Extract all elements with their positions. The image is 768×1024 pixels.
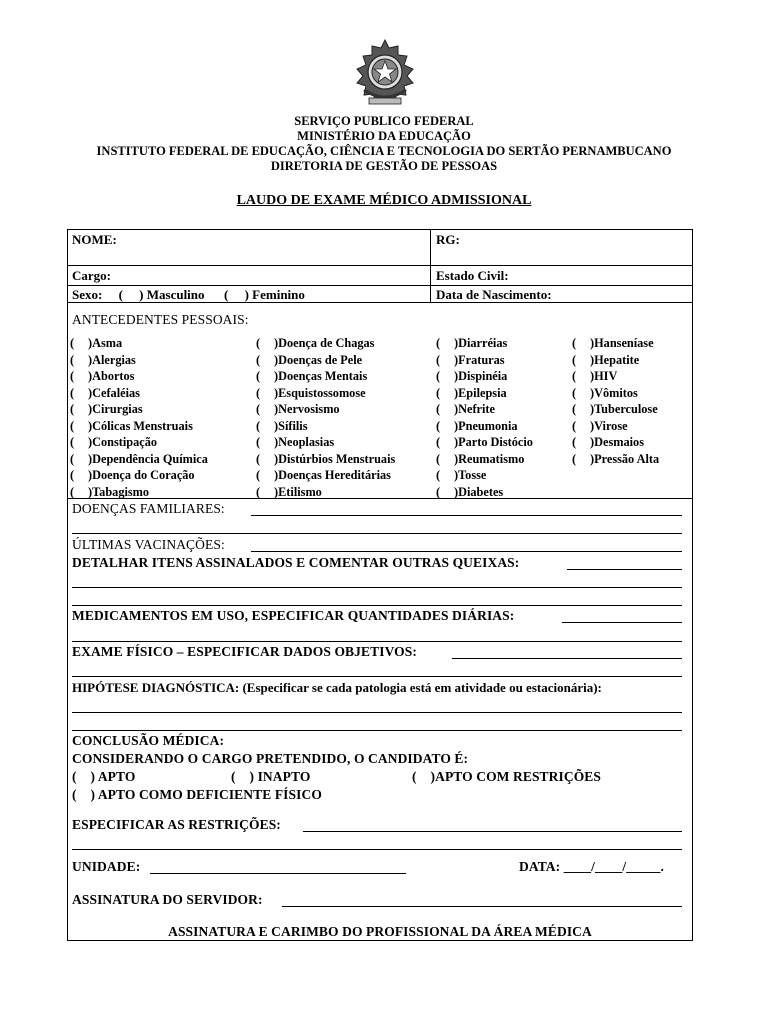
unidade-line[interactable] xyxy=(150,873,406,874)
antecedente-label: Vômitos xyxy=(594,385,638,400)
antecedente-item[interactable] xyxy=(572,434,659,451)
checkbox-close: ) xyxy=(454,352,459,367)
antecedente-item[interactable] xyxy=(256,385,395,402)
antecedente-item[interactable] xyxy=(70,451,208,468)
checkbox-close: ) xyxy=(590,451,595,466)
especificar-restricoes-label: ESPECIFICAR AS RESTRIÇÕES: xyxy=(72,817,281,832)
cargo-field[interactable]: Cargo: xyxy=(72,268,111,283)
medicamentos-label: MEDICAMENTOS EM USO, ESPECIFICAR QUANTIDADES DIÁRIAS: xyxy=(72,608,515,623)
antecedente-label: Diarréias xyxy=(458,336,508,350)
exame-fisico-line-2[interactable] xyxy=(72,676,682,677)
checkbox[interactable]: ( xyxy=(572,402,577,416)
antecedente-item[interactable] xyxy=(256,467,395,484)
checkbox[interactable]: ( xyxy=(70,484,75,499)
checkbox-close: ) xyxy=(88,352,93,367)
antecedentes-label: ANTECEDENTES PESSOAIS: xyxy=(72,312,249,327)
checkbox[interactable]: ( xyxy=(436,336,441,350)
antecedente-item[interactable] xyxy=(256,484,395,501)
document-title xyxy=(0,193,768,209)
checkbox[interactable]: ( xyxy=(70,451,75,466)
checkbox-close: ) xyxy=(454,484,459,499)
checkbox-close: ) xyxy=(274,352,279,367)
antecedente-label: Hanseníase xyxy=(594,336,654,350)
doencas-familiares-line-2[interactable] xyxy=(72,533,682,534)
antecedentes-column-4 xyxy=(572,335,659,467)
checkbox[interactable]: ( xyxy=(256,451,261,466)
nome-field[interactable]: NOME: xyxy=(72,232,117,247)
header-line-institute: INSTITUTO FEDERAL DE EDUCAÇÃO, CIÊNCIA E TECNOLOGIA DO SERTÃO PERNAMBUCANO xyxy=(96,144,672,158)
antecedente-label: Distúrbios Menstruais xyxy=(278,451,396,466)
hipotese-line[interactable] xyxy=(72,712,682,713)
antecedente-label: Fraturas xyxy=(458,352,505,367)
checkbox[interactable]: ( xyxy=(436,402,441,416)
checkbox-close: ) xyxy=(454,385,459,400)
checkbox[interactable]: ( xyxy=(436,468,441,482)
checkbox[interactable]: ( xyxy=(572,435,577,449)
checkbox[interactable]: ( xyxy=(572,352,577,367)
hipotese-line-2[interactable] xyxy=(72,730,682,731)
checkbox-close: ) xyxy=(88,402,93,416)
checkbox[interactable]: ( xyxy=(436,369,441,383)
checkbox-close: ) xyxy=(590,352,595,367)
row-divider xyxy=(67,285,693,286)
checkbox[interactable]: ( xyxy=(256,418,261,433)
header-line-ministry: MINISTÉRIO DA EDUCAÇÃO xyxy=(297,129,471,143)
antecedente-label: Doenças de Pele xyxy=(278,352,363,367)
row-divider xyxy=(67,265,693,266)
checkbox-close: ) xyxy=(590,369,595,383)
checkbox-close: ) xyxy=(454,435,459,449)
ultimas-vacinacoes-label: ÚLTIMAS VACINAÇÕES: xyxy=(72,537,225,552)
checkbox-close: ) xyxy=(274,385,279,400)
checkbox-close: ) xyxy=(274,369,279,383)
checkbox[interactable]: ( xyxy=(70,385,75,400)
antecedente-item[interactable] xyxy=(436,418,533,435)
rg-field[interactable]: RG: xyxy=(436,232,460,247)
checkbox-close: ) xyxy=(454,418,459,433)
checkbox[interactable]: ( xyxy=(70,369,75,383)
antecedente-label: Nervosismo xyxy=(278,402,340,416)
antecedente-item[interactable] xyxy=(436,385,533,402)
antecedente-item[interactable] xyxy=(70,352,208,369)
assinatura-servidor-line[interactable] xyxy=(282,906,682,907)
antecedente-item[interactable] xyxy=(70,368,208,385)
medicamentos-line-2[interactable] xyxy=(72,641,682,642)
checkbox-close: ) xyxy=(454,369,459,383)
antecedente-label: Doença de Chagas xyxy=(278,336,375,350)
antecedentes-column-1 xyxy=(70,335,208,500)
checkbox[interactable]: ( xyxy=(256,435,261,449)
checkbox[interactable]: ( xyxy=(436,385,441,400)
data-nascimento-field[interactable]: Data de Nascimento: xyxy=(436,287,552,302)
checkbox-close: ) xyxy=(454,468,459,482)
checkbox-close: ) xyxy=(274,418,279,433)
checkbox-close: ) xyxy=(274,402,279,416)
document-title-text: LAUDO DE EXAME MÉDICO ADMISSIONAL xyxy=(236,193,532,208)
checkbox-close: ) xyxy=(590,402,595,416)
antecedente-label: Dependência Química xyxy=(92,451,208,466)
antecedente-label: Virose xyxy=(594,418,628,433)
antecedente-label: Abortos xyxy=(92,369,135,383)
checkbox[interactable]: ( xyxy=(256,352,261,367)
apto-restricoes-option[interactable]: ( )APTO COM RESTRIÇÕES xyxy=(412,769,602,784)
antecedente-label: Doenças Mentais xyxy=(278,369,368,383)
antecedente-label: Neoplasias xyxy=(278,435,335,449)
checkbox-close: ) xyxy=(274,468,279,482)
checkbox[interactable]: ( xyxy=(436,352,441,367)
checkbox-close: ) xyxy=(274,336,279,350)
checkbox[interactable]: ( xyxy=(572,418,577,433)
antecedente-label: Sífilis xyxy=(278,418,308,433)
checkbox-close: ) xyxy=(88,435,93,449)
especificar-restricoes-line[interactable] xyxy=(303,831,682,832)
antecedente-label: Desmaios xyxy=(594,435,644,449)
checkbox[interactable]: ( xyxy=(256,468,261,482)
checkbox[interactable]: ( xyxy=(70,435,75,449)
checkbox-close: ) xyxy=(274,451,279,466)
antecedente-label: Cirurgias xyxy=(92,402,143,416)
checkbox-close: ) xyxy=(454,402,459,416)
detalhar-line-2[interactable] xyxy=(72,587,682,588)
assinatura-profissional-label: ASSINATURA E CARIMBO DO PROFISSIONAL DA ÁREA MÉDICA xyxy=(168,924,592,939)
antecedente-label: Cólicas Menstruais xyxy=(92,418,193,433)
exame-fisico-line[interactable] xyxy=(452,658,682,659)
antecedente-item[interactable] xyxy=(436,368,533,385)
checkbox-close: ) xyxy=(590,435,595,449)
antecedente-item[interactable] xyxy=(256,368,395,385)
checkbox[interactable]: ( xyxy=(572,451,577,466)
checkbox[interactable]: ( xyxy=(70,336,75,350)
checkbox-close: ) xyxy=(88,336,93,350)
antecedente-item[interactable] xyxy=(256,352,395,369)
antecedente-label: Tosse xyxy=(458,468,487,482)
antecedente-label: Pneumonia xyxy=(458,418,518,433)
estado-civil-field[interactable]: Estado Civil: xyxy=(436,268,509,283)
exame-fisico-label: EXAME FÍSICO – ESPECIFICAR DADOS OBJETIVOS: xyxy=(72,644,417,659)
antecedente-label: Pressão Alta xyxy=(594,451,660,466)
antecedente-item[interactable] xyxy=(256,451,395,468)
antecedente-label: Reumatismo xyxy=(458,451,525,466)
checkbox-close: ) xyxy=(454,336,459,350)
antecedente-label: Doenças Hereditárias xyxy=(278,468,391,482)
checkbox-close: ) xyxy=(274,484,279,499)
checkbox-close: ) xyxy=(88,451,93,466)
antecedente-label: HIV xyxy=(594,369,618,383)
checkbox[interactable]: ( xyxy=(436,435,441,449)
especificar-restricoes-line-2[interactable] xyxy=(72,849,682,850)
antecedente-item[interactable] xyxy=(436,451,533,468)
assinatura-servidor-label: ASSINATURA DO SERVIDOR: xyxy=(72,892,263,907)
ultimas-vacinacoes-line[interactable] xyxy=(251,551,682,552)
apto-option[interactable]: ( ) APTO xyxy=(72,769,136,784)
antecedente-item[interactable] xyxy=(70,484,208,501)
checkbox[interactable]: ( xyxy=(256,484,261,499)
checkbox[interactable]: ( xyxy=(572,369,577,383)
brazil-coat-of-arms-icon xyxy=(352,38,418,110)
checkbox-close: ) xyxy=(454,451,459,466)
checkbox[interactable]: ( xyxy=(436,484,441,499)
antecedente-label: Diabetes xyxy=(458,484,504,499)
antecedente-item[interactable] xyxy=(256,418,395,435)
antecedente-item[interactable] xyxy=(436,467,533,484)
checkbox[interactable]: ( xyxy=(572,385,577,400)
checkbox[interactable]: ( xyxy=(256,385,261,400)
antecedente-item[interactable] xyxy=(70,335,208,352)
antecedente-item[interactable] xyxy=(572,401,659,418)
checkbox[interactable]: ( xyxy=(436,418,441,433)
detalhar-line-3[interactable] xyxy=(72,605,682,606)
antecedente-label: Etilismo xyxy=(278,484,322,499)
checkbox-close: ) xyxy=(590,418,595,433)
antecedente-item[interactable] xyxy=(572,385,659,402)
antecedente-item[interactable] xyxy=(436,484,533,501)
antecedente-label: Doença do Coração xyxy=(92,468,195,482)
considerando-label: CONSIDERANDO O CARGO PRETENDIDO, O CANDIDATO É: xyxy=(72,751,469,766)
unidade-label: UNIDADE: xyxy=(72,859,141,874)
conclusao-label: CONCLUSÃO MÉDICA: xyxy=(72,733,225,748)
checkbox[interactable]: ( xyxy=(256,336,261,350)
checkbox-close: ) xyxy=(88,385,93,400)
antecedente-label: Hepatite xyxy=(594,352,640,367)
column-divider xyxy=(430,229,431,302)
antecedente-item[interactable] xyxy=(572,335,659,352)
checkbox[interactable]: ( xyxy=(572,336,577,350)
antecedente-item[interactable] xyxy=(70,401,208,418)
antecedente-label: Alergias xyxy=(92,352,136,367)
header-line-service: SERVIÇO PUBLICO FEDERAL xyxy=(294,114,474,128)
data-field[interactable]: DATA: ____/____/_____. xyxy=(519,859,664,874)
checkbox-close: ) xyxy=(88,418,93,433)
antecedente-item[interactable] xyxy=(436,434,533,451)
detalhar-label: DETALHAR ITENS ASSINALADOS E COMENTAR OUTRAS QUEIXAS: xyxy=(72,555,520,570)
checkbox-close: ) xyxy=(590,385,595,400)
checkbox-close: ) xyxy=(88,484,93,499)
antecedentes-column-3 xyxy=(436,335,533,500)
antecedente-item[interactable] xyxy=(572,418,659,435)
antecedente-item[interactable] xyxy=(256,434,395,451)
header-line-directorate: DIRETORIA DE GESTÃO DE PESSOAS xyxy=(270,159,498,173)
antecedente-label: Asma xyxy=(92,336,123,350)
antecedente-item[interactable] xyxy=(70,434,208,451)
checkbox[interactable]: ( xyxy=(256,402,261,416)
antecedente-item[interactable] xyxy=(70,418,208,435)
checkbox[interactable]: ( xyxy=(436,451,441,466)
antecedente-label: Esquistossomose xyxy=(278,385,366,400)
checkbox[interactable]: ( xyxy=(70,352,75,367)
antecedente-item[interactable] xyxy=(256,401,395,418)
detalhar-line[interactable] xyxy=(567,569,682,570)
antecedentes-column-2 xyxy=(256,335,395,500)
antecedente-label: Tuberculose xyxy=(594,402,658,416)
antecedente-label: Nefrite xyxy=(458,402,495,416)
antecedente-item[interactable] xyxy=(70,467,208,484)
antecedente-item[interactable] xyxy=(572,451,659,468)
antecedente-label: Cefaléias xyxy=(92,385,140,400)
antecedente-item[interactable] xyxy=(436,401,533,418)
antecedente-label: Dispinéia xyxy=(458,369,508,383)
medicamentos-line[interactable] xyxy=(562,622,682,623)
apto-deficiente-option[interactable]: ( ) APTO COMO DEFICIENTE FÍSICO xyxy=(72,787,322,802)
antecedente-item[interactable] xyxy=(572,352,659,369)
checkbox-close: ) xyxy=(88,468,93,482)
sexo-field[interactable]: Sexo: ( ) Masculino ( ) Feminino xyxy=(72,287,305,302)
checkbox-close: ) xyxy=(274,435,279,449)
antecedente-item[interactable] xyxy=(256,335,395,352)
checkbox[interactable]: ( xyxy=(70,402,75,416)
antecedente-item[interactable] xyxy=(572,368,659,385)
antecedente-item[interactable] xyxy=(70,385,208,402)
checkbox[interactable]: ( xyxy=(70,418,75,433)
checkbox-close: ) xyxy=(590,336,595,350)
checkbox-close: ) xyxy=(88,369,93,383)
checkbox[interactable]: ( xyxy=(256,369,261,383)
inapto-option[interactable]: ( ) INAPTO xyxy=(231,769,311,784)
antecedente-label: Epilepsia xyxy=(458,385,507,400)
doencas-familiares-line[interactable] xyxy=(251,515,682,516)
doencas-familiares-label: DOENÇAS FAMILIARES: xyxy=(72,501,225,516)
antecedente-item[interactable] xyxy=(436,335,533,352)
antecedente-label: Parto Distócio xyxy=(458,435,533,449)
antecedente-label: Constipação xyxy=(92,435,158,449)
hipotese-label: HIPÓTESE DIAGNÓSTICA: (Especificar se cada patologia está em atividade ou estacionária): xyxy=(72,680,602,695)
antecedente-label: Tabagismo xyxy=(92,484,150,499)
antecedente-item[interactable] xyxy=(436,352,533,369)
checkbox[interactable]: ( xyxy=(70,468,75,482)
